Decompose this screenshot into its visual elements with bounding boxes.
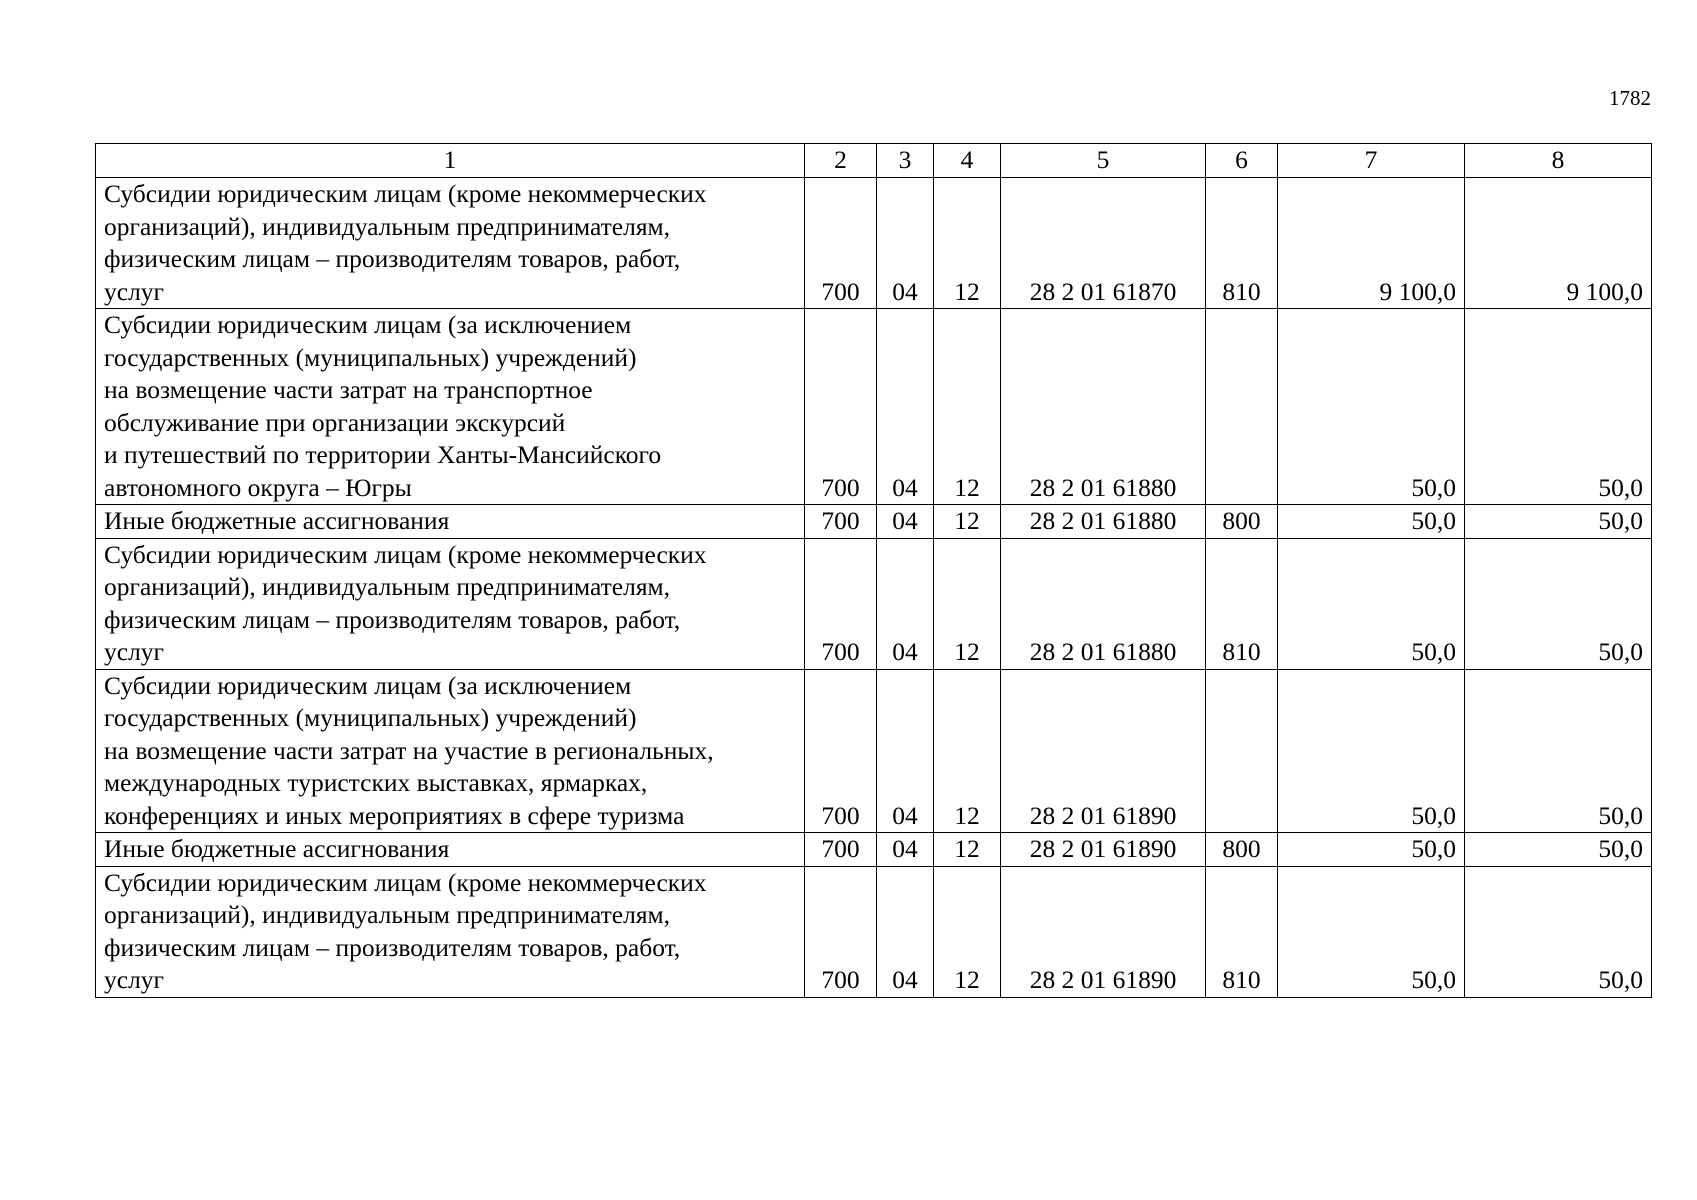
column-header: 4 <box>934 144 1001 178</box>
cell-amount-year-2: 9 100,0 <box>1465 178 1652 309</box>
column-header: 1 <box>96 144 805 178</box>
cell-amount-year-2: 50,0 <box>1465 866 1652 997</box>
table-row <box>96 178 1652 309</box>
expense-name-line: автономного округа – Югры <box>104 472 412 502</box>
table-row <box>96 669 1652 833</box>
expense-name-line: физическим лицам – производителям товаров, работ, <box>104 932 681 962</box>
expense-name-line: Иные бюджетные ассигнования <box>104 834 450 863</box>
cell-ministry-code: 700 <box>805 505 877 539</box>
cell-amount-year-1: 50,0 <box>1278 505 1465 539</box>
column-header: 6 <box>1206 144 1278 178</box>
cell-section-code: 04 <box>877 309 934 505</box>
cell-ministry-code: 700 <box>805 538 877 669</box>
cell-amount-year-1: 50,0 <box>1278 833 1465 867</box>
cell-expense-name <box>96 669 805 833</box>
cell-amount-year-2: 50,0 <box>1465 833 1652 867</box>
cell-expense-type <box>1206 309 1278 505</box>
cell-subsection-code: 12 <box>934 866 1001 997</box>
cell-subsection-code: 12 <box>934 833 1001 867</box>
cell-section-code: 04 <box>877 866 934 997</box>
cell-subsection-code: 12 <box>934 669 1001 833</box>
cell-target-article: 28 2 01 61880 <box>1001 538 1206 669</box>
cell-expense-type: 800 <box>1206 833 1278 867</box>
cell-amount-year-2: 50,0 <box>1465 309 1652 505</box>
expense-name-line: Субсидии юридическим лицам (за исключением <box>104 310 632 339</box>
cell-ministry-code: 700 <box>805 833 877 867</box>
cell-ministry-code: 700 <box>805 669 877 833</box>
cell-ministry-code: 700 <box>805 309 877 505</box>
cell-target-article: 28 2 01 61880 <box>1001 505 1206 539</box>
expense-name-line: услуг <box>104 276 165 306</box>
cell-expense-type <box>1206 669 1278 833</box>
cell-amount-year-1: 50,0 <box>1278 669 1465 833</box>
cell-ministry-code: 700 <box>805 866 877 997</box>
expense-name-line: услуг <box>104 965 165 994</box>
column-header: 5 <box>1001 144 1206 178</box>
table-row <box>96 309 1652 505</box>
column-header: 3 <box>877 144 934 178</box>
cell-expense-name <box>96 866 805 997</box>
cell-amount-year-1: 50,0 <box>1278 866 1465 997</box>
cell-target-article: 28 2 01 61880 <box>1001 309 1206 505</box>
cell-amount-year-1: 9 100,0 <box>1278 178 1465 309</box>
expense-name-line: Субсидии юридическим лицам (за исключением <box>104 670 632 700</box>
cell-subsection-code: 12 <box>934 309 1001 505</box>
cell-amount-year-2: 50,0 <box>1465 505 1652 539</box>
expense-name-line: Субсидии юридическим лицам (кроме некоммерческих <box>104 179 707 208</box>
cell-section-code: 04 <box>877 538 934 669</box>
table-row <box>96 538 1652 669</box>
expense-name-line: организаций), индивидуальным предпринимателям, <box>104 900 671 929</box>
page-number: 1782 <box>1609 86 1651 110</box>
expense-name-line: государственных (муниципальных) учреждений) <box>104 342 637 372</box>
table-body <box>96 178 1652 998</box>
column-header: 8 <box>1465 144 1652 178</box>
cell-expense-type: 800 <box>1206 505 1278 539</box>
cell-target-article: 28 2 01 61890 <box>1001 866 1206 997</box>
cell-amount-year-1: 50,0 <box>1278 309 1465 505</box>
expense-name-line: физическим лицам – производителям товаров, работ, <box>104 244 681 273</box>
cell-ministry-code: 700 <box>805 178 877 309</box>
table-row <box>96 505 1652 539</box>
column-header: 7 <box>1278 144 1465 178</box>
table-row <box>96 866 1652 997</box>
cell-subsection-code: 12 <box>934 505 1001 539</box>
expense-name-line: организаций), индивидуальным предпринимателям, <box>104 211 671 241</box>
cell-amount-year-2: 50,0 <box>1465 538 1652 669</box>
expense-name-line: международных туристских выставках, ярмарках, <box>104 768 648 797</box>
cell-expense-type: 810 <box>1206 866 1278 997</box>
expense-name-line: физическим лицам – производителям товаров, работ, <box>104 604 681 634</box>
expense-name-line: организаций), индивидуальным предпринимателям, <box>104 572 671 601</box>
header-row <box>96 144 1652 178</box>
cell-subsection-code: 12 <box>934 538 1001 669</box>
cell-section-code: 04 <box>877 178 934 309</box>
cell-section-code: 04 <box>877 669 934 833</box>
expense-name-line: Субсидии юридическим лицам (кроме некоммерческих <box>104 867 707 897</box>
cell-expense-name <box>96 178 805 309</box>
expense-name-line: обслуживание при организации экскурсий <box>104 407 566 437</box>
expense-name-line: и путешествий по территории Ханты-Мансийского <box>104 440 662 469</box>
cell-expense-name <box>96 309 805 505</box>
cell-amount-year-1: 50,0 <box>1278 538 1465 669</box>
budget-table <box>95 143 1652 998</box>
cell-target-article: 28 2 01 61870 <box>1001 178 1206 309</box>
cell-subsection-code: 12 <box>934 178 1001 309</box>
expense-name-line: государственных (муниципальных) учреждений) <box>104 703 637 732</box>
cell-section-code: 04 <box>877 505 934 539</box>
cell-expense-name <box>96 833 805 867</box>
cell-expense-name <box>96 538 805 669</box>
table-row <box>96 833 1652 867</box>
expense-name-line: услуг <box>104 637 165 666</box>
cell-section-code: 04 <box>877 833 934 867</box>
column-header: 2 <box>805 144 877 178</box>
cell-amount-year-2: 50,0 <box>1465 669 1652 833</box>
expense-name-line: на возмещение части затрат на участие в региональных, <box>104 735 714 765</box>
cell-target-article: 28 2 01 61890 <box>1001 833 1206 867</box>
cell-expense-type: 810 <box>1206 178 1278 309</box>
cell-target-article: 28 2 01 61890 <box>1001 669 1206 833</box>
expense-name-line: Иные бюджетные ассигнования <box>104 506 450 535</box>
cell-expense-type: 810 <box>1206 538 1278 669</box>
expense-name-line: конференциях и иных мероприятиях в сфере туризма <box>104 800 685 830</box>
cell-expense-name <box>96 505 805 539</box>
expense-name-line: Субсидии юридическим лицам (кроме некоммерческих <box>104 539 707 569</box>
expense-name-line: на возмещение части затрат на транспортное <box>104 375 593 404</box>
